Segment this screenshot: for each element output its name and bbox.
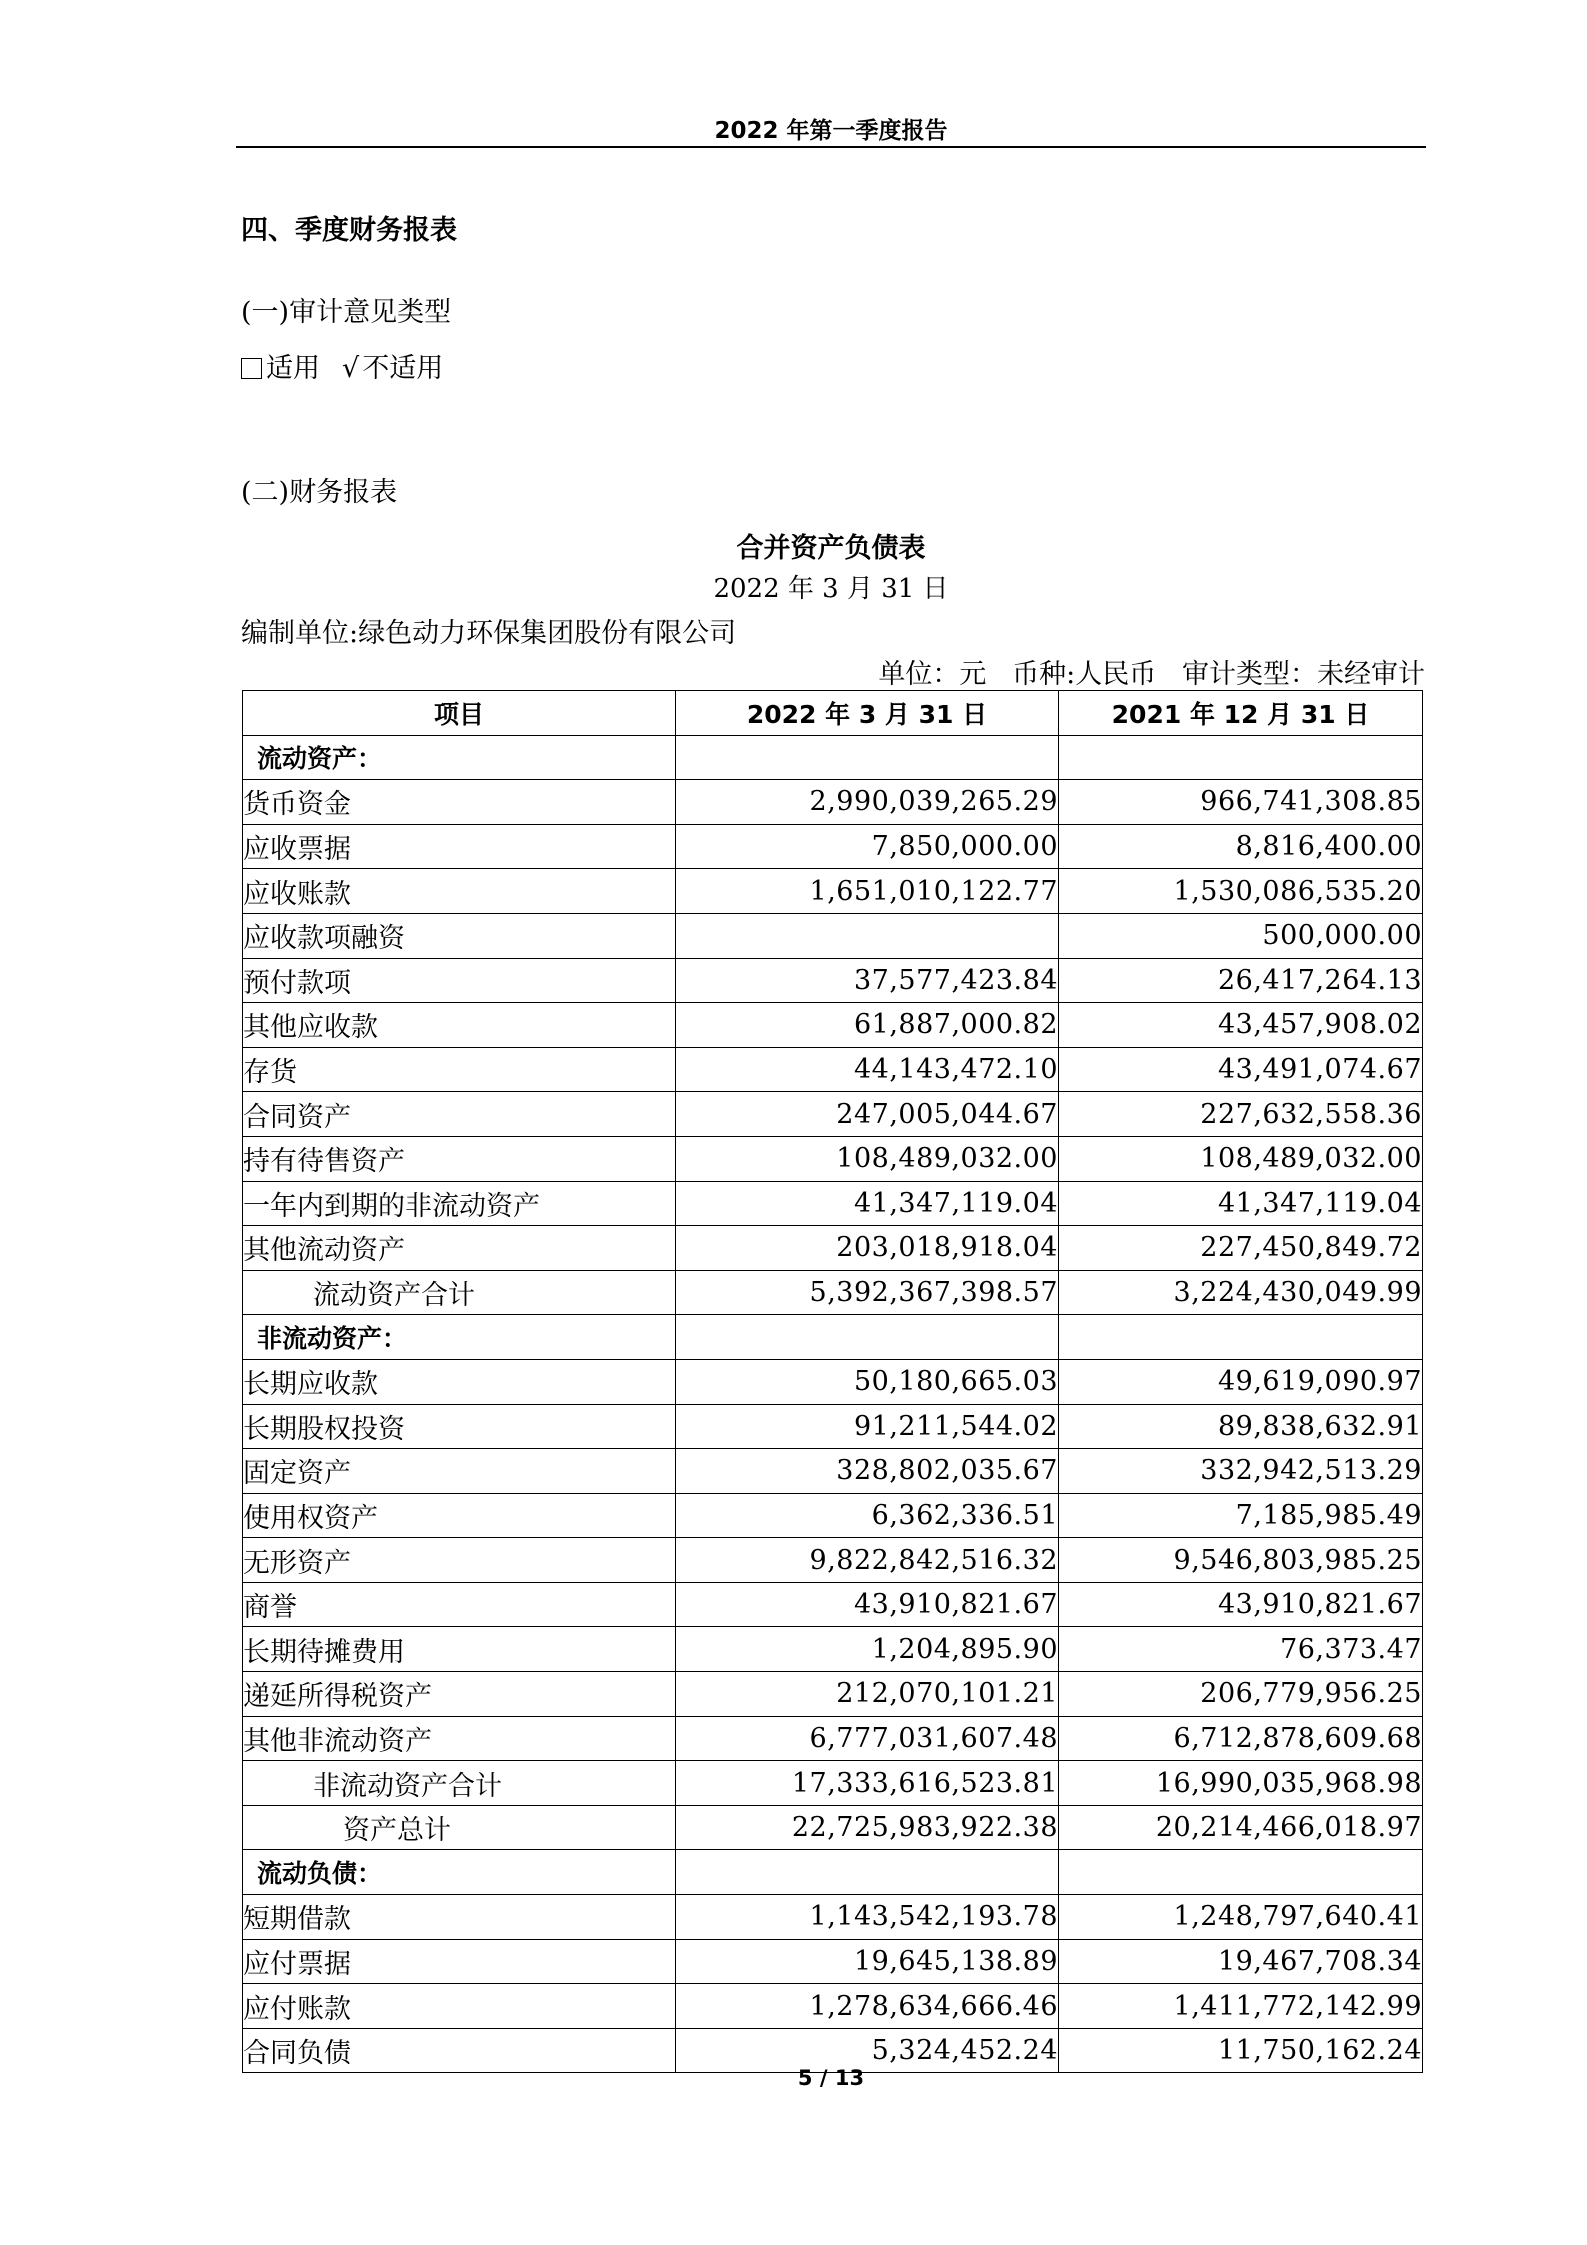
table-row	[243, 780, 1423, 825]
section-title: 四、季度财务报表	[241, 215, 457, 246]
current-period-value-cell: 1,651,010,122.77	[676, 869, 1059, 914]
prior-period-value-cell: 108,489,032.00	[1059, 1136, 1423, 1181]
table-row	[243, 1582, 1423, 1627]
column-header-prior: 2021 年 12 月 31 日	[1059, 691, 1423, 736]
table-row	[243, 1984, 1423, 2029]
prior-period-value-cell: 49,619,090.97	[1059, 1359, 1423, 1404]
current-period-value-cell	[676, 1315, 1059, 1360]
prior-period-value-cell: 1,530,086,535.20	[1059, 869, 1423, 914]
line-item-name-cell: 其他非流动资产	[243, 1716, 676, 1761]
line-item-name-cell: 其他流动资产	[243, 1226, 676, 1271]
line-item-name-cell: 持有待售资产	[243, 1136, 676, 1181]
unit-currency-audit-line: 单位：元 币种:人民币 审计类型：未经审计	[878, 659, 1425, 690]
table-body	[243, 735, 1423, 2073]
current-period-value-cell: 7,850,000.00	[676, 824, 1059, 869]
current-period-value-cell: 212,070,101.21	[676, 1672, 1059, 1717]
financial-statements-heading: (二)财务报表	[241, 477, 398, 508]
prior-period-value-cell: 19,467,708.34	[1059, 1939, 1423, 1984]
table-row	[243, 1672, 1423, 1717]
prior-period-value-cell: 8,816,400.00	[1059, 824, 1423, 869]
table-row	[243, 1805, 1423, 1850]
option-not-applicable: 不适用	[362, 353, 444, 384]
prior-period-value-cell	[1059, 735, 1423, 780]
line-item-name-cell: 应收票据	[243, 824, 676, 869]
prior-period-value-cell: 3,224,430,049.99	[1059, 1270, 1423, 1315]
line-item-name-cell: 应付票据	[243, 1939, 676, 1984]
prior-period-value-cell: 16,990,035,968.98	[1059, 1761, 1423, 1806]
line-item-name-cell: 预付款项	[243, 958, 676, 1003]
table-row	[243, 1939, 1423, 1984]
current-period-value-cell: 5,324,452.24	[676, 2028, 1059, 2073]
prior-period-value-cell: 7,185,985.49	[1059, 1493, 1423, 1538]
table-row	[243, 1315, 1423, 1360]
prior-period-value-cell: 89,838,632.91	[1059, 1404, 1423, 1449]
page-header: 2022 年第一季度报告	[714, 118, 948, 144]
line-item-name-cell: 应收款项融资	[243, 913, 676, 958]
line-item-name-cell: 递延所得税资产	[243, 1672, 676, 1717]
current-period-value-cell: 6,362,336.51	[676, 1493, 1059, 1538]
table-row	[243, 1538, 1423, 1583]
prior-period-value-cell: 43,491,074.67	[1059, 1047, 1423, 1092]
prior-period-value-cell: 76,373.47	[1059, 1627, 1423, 1672]
current-period-value-cell: 9,822,842,516.32	[676, 1538, 1059, 1583]
table-date: 2022 年 3 月 31 日	[713, 574, 949, 604]
line-item-name-cell: 应收账款	[243, 869, 676, 914]
table-row	[243, 1449, 1423, 1494]
audit-opinion-options	[241, 346, 443, 385]
line-item-name-cell: 合同资产	[243, 1092, 676, 1137]
table-header-row	[243, 691, 1423, 736]
current-period-value-cell: 61,887,000.82	[676, 1003, 1059, 1048]
prior-period-value-cell: 500,000.00	[1059, 913, 1423, 958]
page-number: 5 / 13	[797, 2066, 865, 2090]
current-period-value-cell	[676, 735, 1059, 780]
section-label-cell: 流动资产：	[243, 735, 676, 780]
line-item-name-cell: 合同负债	[243, 2028, 676, 2073]
table-row	[243, 1716, 1423, 1761]
table-row	[243, 1895, 1423, 1940]
current-period-value-cell: 17,333,616,523.81	[676, 1761, 1059, 1806]
section-label-cell: 非流动资产：	[243, 1315, 676, 1360]
line-item-name-cell: 无形资产	[243, 1538, 676, 1583]
compiling-entity: 编制单位:绿色动力环保集团股份有限公司	[241, 618, 737, 649]
current-period-value-cell: 1,278,634,666.46	[676, 1984, 1059, 2029]
line-item-name-cell: 其他应收款	[243, 1003, 676, 1048]
current-period-value-cell: 5,392,367,398.57	[676, 1270, 1059, 1315]
current-period-value-cell: 328,802,035.67	[676, 1449, 1059, 1494]
unchecked-box-icon	[241, 358, 262, 379]
current-period-value-cell: 1,204,895.90	[676, 1627, 1059, 1672]
line-item-name-cell: 长期股权投资	[243, 1404, 676, 1449]
option-applicable: 适用	[266, 353, 320, 384]
prior-period-value-cell: 20,214,466,018.97	[1059, 1805, 1423, 1850]
table-row	[243, 1136, 1423, 1181]
current-period-value-cell: 1,143,542,193.78	[676, 1895, 1059, 1940]
prior-period-value-cell: 43,457,908.02	[1059, 1003, 1423, 1048]
current-period-value-cell	[676, 913, 1059, 958]
current-period-value-cell: 41,347,119.04	[676, 1181, 1059, 1226]
current-period-value-cell: 43,910,821.67	[676, 1582, 1059, 1627]
prior-period-value-cell: 6,712,878,609.68	[1059, 1716, 1423, 1761]
line-item-name-cell: 存货	[243, 1047, 676, 1092]
line-item-name-cell: 使用权资产	[243, 1493, 676, 1538]
column-header-item: 项目	[243, 691, 676, 736]
prior-period-value-cell	[1059, 1850, 1423, 1895]
line-item-name-cell: 长期待摊费用	[243, 1627, 676, 1672]
prior-period-value-cell: 1,248,797,640.41	[1059, 1895, 1423, 1940]
prior-period-value-cell: 43,910,821.67	[1059, 1582, 1423, 1627]
table-row	[243, 735, 1423, 780]
prior-period-value-cell: 332,942,513.29	[1059, 1449, 1423, 1494]
table-row	[243, 1270, 1423, 1315]
line-item-name-cell: 固定资产	[243, 1449, 676, 1494]
table-row	[243, 1761, 1423, 1806]
prior-period-value-cell: 206,779,956.25	[1059, 1672, 1423, 1717]
line-item-name-cell: 短期借款	[243, 1895, 676, 1940]
line-item-name-cell: 货币资金	[243, 780, 676, 825]
table-row	[243, 1404, 1423, 1449]
table-row	[243, 1003, 1423, 1048]
table-row	[243, 1493, 1423, 1538]
prior-period-value-cell: 227,632,558.36	[1059, 1092, 1423, 1137]
table-row	[243, 958, 1423, 1003]
line-item-name-cell: 长期应收款	[243, 1359, 676, 1404]
column-header-current: 2022 年 3 月 31 日	[676, 691, 1059, 736]
prior-period-value-cell: 11,750,162.24	[1059, 2028, 1423, 2073]
prior-period-value-cell: 1,411,772,142.99	[1059, 1984, 1423, 2029]
table-row	[243, 824, 1423, 869]
line-item-name-cell: 非流动资产合计	[243, 1761, 676, 1806]
current-period-value-cell: 22,725,983,922.38	[676, 1805, 1059, 1850]
line-item-name-cell: 一年内到期的非流动资产	[243, 1181, 676, 1226]
check-mark-icon: √	[342, 353, 360, 384]
table-title: 合并资产负债表	[736, 533, 926, 564]
table-row	[243, 1226, 1423, 1271]
prior-period-value-cell	[1059, 1315, 1423, 1360]
section-label-cell: 流动负债：	[243, 1850, 676, 1895]
table-row	[243, 1359, 1423, 1404]
audit-opinion-heading: (一)审计意见类型	[241, 297, 452, 328]
current-period-value-cell: 50,180,665.03	[676, 1359, 1059, 1404]
current-period-value-cell: 108,489,032.00	[676, 1136, 1059, 1181]
table-row	[243, 869, 1423, 914]
line-item-name-cell: 流动资产合计	[243, 1270, 676, 1315]
prior-period-value-cell: 9,546,803,985.25	[1059, 1538, 1423, 1583]
line-item-name-cell: 商誉	[243, 1582, 676, 1627]
prior-period-value-cell: 227,450,849.72	[1059, 1226, 1423, 1271]
table-row	[243, 1092, 1423, 1137]
table-row	[243, 1047, 1423, 1092]
current-period-value-cell: 203,018,918.04	[676, 1226, 1059, 1271]
current-period-value-cell: 6,777,031,607.48	[676, 1716, 1059, 1761]
prior-period-value-cell: 41,347,119.04	[1059, 1181, 1423, 1226]
table-row	[243, 1850, 1423, 1895]
prior-period-value-cell: 966,741,308.85	[1059, 780, 1423, 825]
balance-sheet-table	[242, 690, 1423, 2073]
current-period-value-cell: 44,143,472.10	[676, 1047, 1059, 1092]
current-period-value-cell: 91,211,544.02	[676, 1404, 1059, 1449]
line-item-name-cell: 资产总计	[243, 1805, 676, 1850]
current-period-value-cell: 19,645,138.89	[676, 1939, 1059, 1984]
current-period-value-cell	[676, 1850, 1059, 1895]
current-period-value-cell: 247,005,044.67	[676, 1092, 1059, 1137]
current-period-value-cell: 37,577,423.84	[676, 958, 1059, 1003]
table-row	[243, 913, 1423, 958]
prior-period-value-cell: 26,417,264.13	[1059, 958, 1423, 1003]
table-row	[243, 1627, 1423, 1672]
current-period-value-cell: 2,990,039,265.29	[676, 780, 1059, 825]
header-divider	[236, 146, 1426, 148]
line-item-name-cell: 应付账款	[243, 1984, 676, 2029]
table-row	[243, 1181, 1423, 1226]
